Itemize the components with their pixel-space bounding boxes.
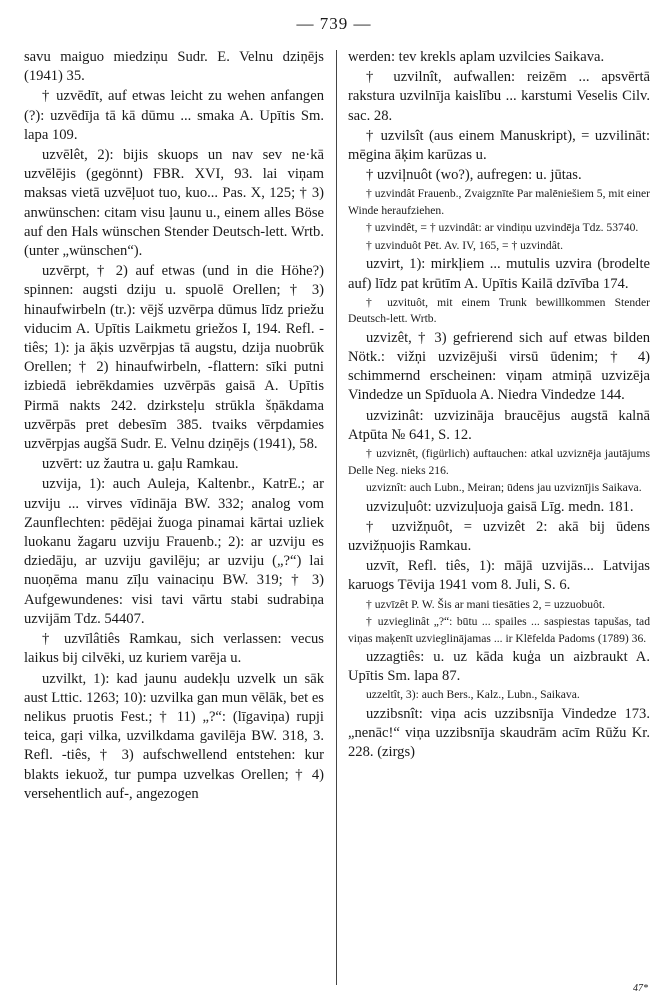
dictionary-entry: uzvēlêt, 2): bijis skuops un nav sev ne·kā uzvēlējis (gegönnt) FBR. XVI, 93. lai viņam maksas vietā uzvēļuot tuo, kuo... Pas. X, 125; † 3) anwünschen: citam visu ļaunu u., einem alles Böse auf den Hals wünschen Stender Deutsch-lett. Wrtb. (unter „wünschen“). [24,147,324,260]
dictionary-entry: uzvilkt, 1): kad jaunu audekļu uzvelk un sāk aust Lttic. 1263; 10): uzvilka gan mun vēlāk, bet es nelikus pruotis Fest.; † 11) „?“: (līgaviņa) rupji teica, gaŗi vilka, uzvilkdama gavilēja BW. 318, 3. Refl. -tiês, † 3) aufschwellend entstehen: kur blakts iekuož, tur pumpa uzvelkas Orellen; † 4) versehentlich auf-, angezogen [24,670,324,802]
dictionary-entry: † uzvindât Frauenb., Zvaigznīte Par malēniešiem 5, mit einer Winde heraufziehen. [348,187,650,217]
dictionary-entry: uzzagtiês: u. uz kāda kuģa un aizbraukt A. Upītis Sm. lapa 87. [348,649,650,685]
page-number: — 739 — [296,14,372,33]
dictionary-entry: uzzeltît, 3): auch Bers., Kalz., Lubn., Saikava. [366,688,580,702]
dictionary-entry: † uzvīzêt P. W. Šis ar mani tiesāties 2, = uzzuobuôt. [366,597,606,611]
left-column [24,48,324,805]
dictionary-entry: † uzviznêt, (figürlich) auftauchen: atkal uzviznēja jautājums Delle Neg. nieks 216. [348,447,650,477]
dictionary-entry: uzvizuļuôt: uzvizuļuoja gaisā Līg. medn. 181. [366,498,634,515]
dictionary-entry: † uzvieglinât „?“: būtu ... spailes ... saspiestas tapušas, tad viņas maķenīt uzvieglinājamas ... ir Klēfelda Padoms (1789) 36. [348,615,650,645]
dictionary-entry: † uzvindêt, = † uzvindât: ar vindiņu uzvindēja Tdz. 53740. [366,221,639,235]
dictionary-entry: uzvija, 1): auch Auleja, Kaltenbr., KatrE.; ar uzviju ... virves vīdināja BW. 332; analog vom Zaunflechten: pēdējai žuoga pinamai kārtai uzliek luokanu žagaru uzviju Frauenb.; 2): ar uzviju es dziedāju, ar uzviju gavilēju; ar uzviju („?“) lai nuoņēma manu zīļu vainaciņu BW. 319; † 3) Aufgewundenes: visi tavi vārtu stabi sudrabiņa uzvijām Tdz. 54407. [24,476,324,627]
printer-signature: 47* [633,983,648,994]
dictionary-entry: uzvizêt, † 3) gefrierend sich auf etwas bilden Nötk.: vižņi uzvizējuši virsū ūdenim; † 4) schimmernd erscheinen: viņam atmiņā uzvizēja Vindedze un Spīduola A. Niedra Vindedze 144. [348,329,650,404]
column-divider [336,50,337,985]
dictionary-entry: savu maiguo miedziņu Sudr. E. Velnu dziņējs (1941) 35. [24,49,324,85]
right-column [348,48,650,764]
dictionary-entry: † uzvīlâtiês Ramkau, sich verlassen: vecus laikus bij cilvēki, uz kuriem varēja u. [24,631,324,667]
dictionary-entry: † uzvilsît (aus einem Manuskript), = uzvilināt: mēgina āķim karūzas u. [348,127,650,164]
dictionary-entry: † uzvituôt, mit einem Trunk bewillkommen Stender Deutsch-lett. Wrtb. [348,295,650,326]
dictionary-entry: werden: tev krekls aplam uzvilcies Saikava. [348,49,605,65]
dictionary-entry: † uzvižņuôt, = uzvizêt 2: akā bij ūdens uzvižņuojis Ramkau. [348,518,650,554]
dictionary-entry: uzvērpt, † 2) auf etwas (und in die Höhe?) spinnen: augsti dziju u. spuolē Orellen; † 3) hinaufwirbeln (tr.): vējš uzvērpa dūmus līdz priežu viducim A. Upītis Laikmetu griežos I, 194. Refl. -tiês; 1): ja āķis uzvērpjas tā augstu, dzija nuobrūk Orellen; † 2) hinaufwirbeln, -flattern: sīki putni izbiedā iebrēkdamies uzvērpās gaisā A. Upītis Pirmā nakts 242. dzirksteļu strūkla šņākdama uzvērpās pret debesīm 385. tvaiks vērpdamies uzvērpjas augšā Sudr. E. Velnu dziņējs (1941), 58. [24,263,324,453]
dictionary-entry: uzzibsnît: viņa acis uzzibsnīja Vindedze 173. „nenāc!“ viņa uzzibsnīja skaudrām acīm Rūžu Kr. 228. (zirgs) [348,705,650,761]
dictionary-entry: † uzvilnît, aufwallen: reizēm ... apsvērtā rakstura uzvilnīja kaislību ... karstumi Veselis Cilv. sac. 28. [348,69,650,124]
dictionary-entry: uzvērt: uz žautra u. gaļu Ramkau. [42,456,239,473]
dictionary-entry: uzvizinât: uzvizināja braucējus augstā kalnā Atpūta № 641, S. 12. [348,407,650,443]
dictionary-entry: uzvīt, Refl. tiês, 1): mājā uzvijās... Latvijas karuogs Tēvija 1941 vom 8. Juli, S. 6. [348,558,650,594]
dictionary-entry: † uzvinduôt Pēt. Av. IV, 165, = † uzvindât. [366,238,563,252]
dictionary-entry: uzviznît: auch Lubn., Meiran; ūdens jau uzviznījis Saikava. [366,481,642,495]
dictionary-entry: † uzvēdīt, auf etwas leicht zu wehen anfangen (?): uzvēdīja tā kā dūmu ... smaka A. Upītis Sm. lapa 109. [24,88,324,143]
dictionary-entry: uzvirt, 1): mirkļiem ... mutulis uzvira (brodelte auf) līdz pat krūtīm A. Upītis Kailā dzīvība 174. [348,256,650,292]
dictionary-entry: † uzviļnuôt (wo?), aufregen: u. jūtas. [366,167,582,184]
